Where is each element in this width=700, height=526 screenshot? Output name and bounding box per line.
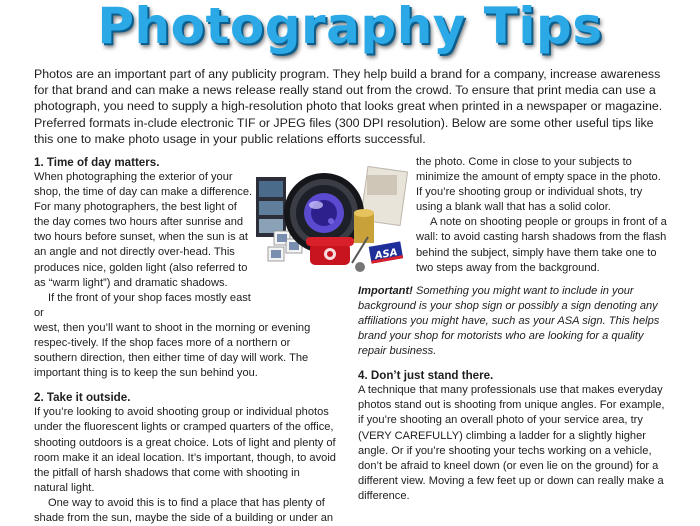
section-text: One way to avoid this is to find a place that has plenty of shade from the sun, maybe the side of a building or under an bbox=[34, 496, 334, 524]
left-column-top bbox=[34, 155, 254, 321]
photo-collage bbox=[256, 163, 408, 275]
section-text: A technique that many professionals use that makes everyday photos stand out is shooting from unique angles. For example, if you’re shooting an overall photo of your service area, try (VERY CAREFULLY) climbing a ladder for a slightly higher angle. Or if you’re shooting your techs working on a vehicle, don’t be afraid to kneel down (or even lie on the ground) for a different view. Moving a few feet up or down can really make a difference. bbox=[358, 384, 665, 502]
important-label: Important! bbox=[358, 284, 413, 297]
section-heading-take-it-outside: 2. Take it outside. bbox=[34, 391, 131, 405]
section-heading-dont-just-stand: 4. Don’t just stand there. bbox=[358, 369, 494, 383]
section-text: If the front of your shop faces mostly east or bbox=[34, 291, 251, 319]
asa-badge-text: ASA bbox=[374, 247, 399, 262]
section-text: When photographing the exterior of your shop, the time of day can make a difference. For many photographers, the best light of the day comes two hours after sunrise and two hours before sunset, when the sun is at an angle and not directly over-head. This produces nice, golden light (also referred to as “warm light”) and dramatic shadows. bbox=[34, 171, 253, 289]
section-text: A note on shooting people or groups in front of a wall: to avoid casting harsh shadows from the flash behind the subject, simply have them take one to two steps away from the background. bbox=[416, 216, 667, 274]
section-text: If you’re looking to avoid shooting group or individual photos under the fluorescent lights or cramped quarters of the office, shooting outdoors is a great choice. Lots of light and plenty of room make it an ideal location. It’s important, though, to avoid the pitfall of harsh shadows that come with shooting in natural light. bbox=[34, 406, 336, 494]
section-text: west, then you’ll want to shoot in the morning or evening respec-tively. If the shop faces more of a northern or southern direction, then either time of day will work. The important thing is to keep the sun behind you. bbox=[34, 321, 311, 380]
important-note bbox=[358, 284, 668, 359]
camera-collage-illustration bbox=[256, 163, 408, 275]
right-column-top bbox=[416, 155, 668, 276]
important-text: Something you might want to include in your background is your shop sign or possibly a sign denoting any affiliations you might have, such as your ASA sign. This helps brand your shop for motorists who are looking for a quality repair business. bbox=[358, 284, 660, 358]
section-heading-time-of-day: 1. Time of day matters. bbox=[34, 156, 160, 169]
page-title: Photography Tips bbox=[97, 0, 603, 55]
section-text: the photo. Come in close to your subjects to minimize the amount of empty space in the photo. If you’re shooting group or individual shots, try using a blank wall that has a solid color. bbox=[416, 156, 661, 214]
intro-paragraph: Photos are an important part of any publicity program. They help build a brand for a company, increase awareness for that brand and can make a news release really stand out from the crowd. To ensure that print media can use a photograph, you need to supply a high-resolution photo that looks great when printed in a newspaper or magazine. Preferred formats in-clude electronic TIF or JPEG files (300 DPI resolution). Below are some other useful tips like this one to make photo usage in your public relations efforts successful. bbox=[34, 67, 663, 146]
